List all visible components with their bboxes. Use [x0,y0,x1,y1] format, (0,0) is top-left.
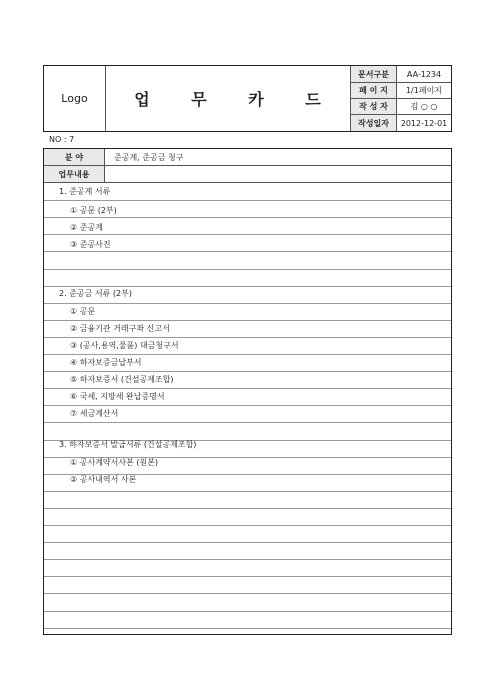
field-row-content [44,166,451,183]
card-number: NO : 7 [49,135,75,144]
ruled-line [44,525,451,526]
meta-row-author [351,99,451,115]
page-title: 업 무 카 드 [105,66,351,131]
ruled-line [44,286,451,287]
meta-value: 김 ○ ○ [410,102,438,111]
ruled-line [44,234,451,235]
list-item: ② 공사내역서 사본 [70,475,137,484]
list-item: ① 공문 (2부) [70,206,117,215]
ruled-line [44,388,451,389]
list-item: ③ 준공사진 [70,240,111,249]
list-item: ⑦ 세금계산서 [70,409,119,418]
area-value: 준공계, 준공금 청구 [114,152,184,162]
list-item: ① 공사계약서사본 (원본) [70,458,159,467]
meta-label: 작성일자 [351,115,397,131]
ruled-line [44,559,451,560]
list-item: ⑥ 국세, 지방세 완납증명서 [70,392,165,401]
ruled-line [44,337,451,338]
logo: Logo [44,66,106,131]
ruled-line [44,542,451,543]
field-row-area [44,149,451,166]
content-label: 업무내용 [44,166,105,182]
ruled-line [44,269,451,270]
meta-row-doc-type [351,66,451,83]
list-item: ② 금융기관 거래구좌 신고서 [70,324,170,333]
list-item: ③ (공사,용역,물품) 대금청구서 [70,341,179,350]
section-heading: 2. 준공금 서류 (2부) [59,289,132,298]
ruled-line [44,576,451,577]
meta-row-date [351,115,451,131]
section-heading: 3. 하자보증서 발급서류 (건설공제조합) [59,440,197,449]
meta-label: 문서구분 [351,66,397,82]
body-table [43,148,452,635]
ruled-line [44,354,451,355]
document-meta-table [351,66,451,131]
ruled-line [44,320,451,321]
ruled-line [44,251,451,252]
ruled-line [44,508,451,509]
header-table [43,65,452,132]
ruled-line [44,303,451,304]
ruled-line [44,405,451,406]
ruled-line [44,611,451,612]
ruled-line [44,491,451,492]
meta-value: AA-1234 [406,69,442,79]
ruled-line [44,628,451,629]
area-label: 분 야 [44,149,105,165]
list-item: ④ 하자보증금납부서 [70,358,142,367]
meta-row-page [351,83,451,99]
ruled-line [44,593,451,594]
meta-label: 페 이 지 [351,83,397,98]
meta-label: 작 성 자 [351,99,397,114]
ruled-line [44,200,451,201]
list-item: ⑤ 하자보증서 (건설공제조합) [70,375,174,384]
list-item: ② 준공계 [70,223,103,232]
list-item: ① 공문 [70,307,96,316]
ruled-line [44,422,451,423]
ruled-line [44,217,451,218]
ruled-line [44,371,451,372]
meta-value: 1/1페이지 [405,86,443,95]
section-heading: 1. 준공계 서류 [59,187,111,196]
meta-value: 2012-12-01 [400,118,448,128]
